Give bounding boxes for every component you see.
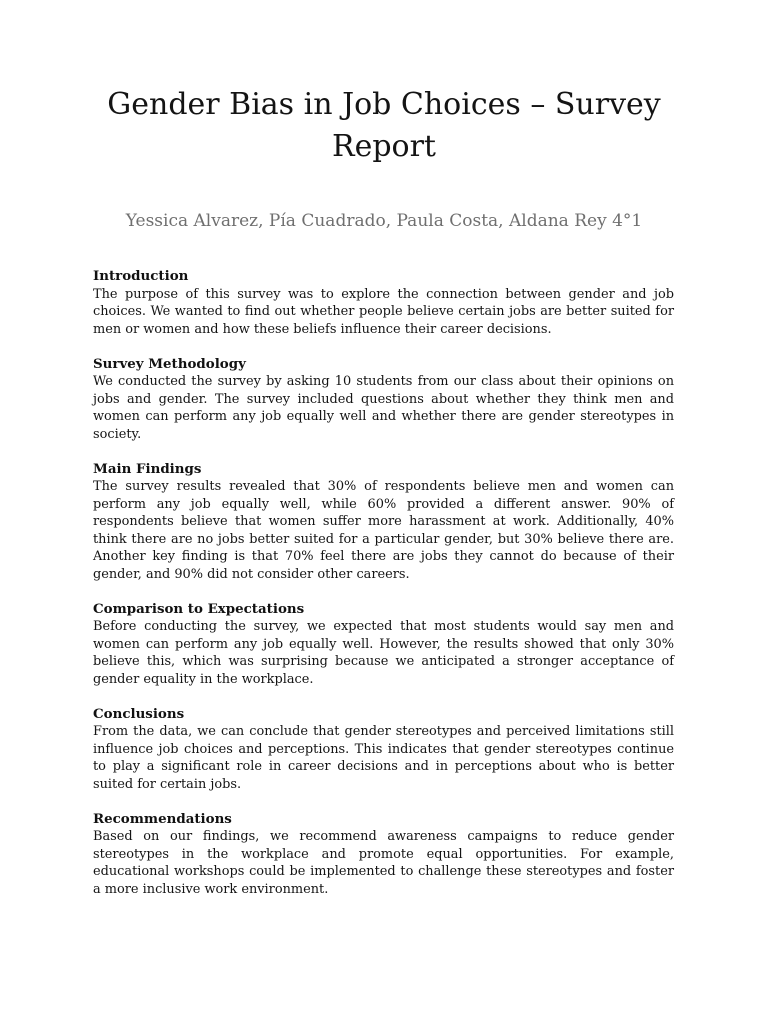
section-heading: Conclusions <box>93 705 185 722</box>
section-paragraph: The survey results revealed that 30% of respondents believe men and women can perform any job equally well, while 60% provided a different answer. 90% of respondents believe that women suffer more harassment at work. Additionally, 40% think there are no jobs better suited for a particular gender, but 30% believe there are. Another key finding is that 70% feel there are jobs they cannot do because of their gender, and 90% did not consider other careers. <box>93 479 674 582</box>
section-survey-methodology <box>93 356 674 444</box>
section-conclusions <box>93 706 674 794</box>
section-paragraph: We conducted the survey by asking 10 students from our class about their opinions on jobs and gender. The survey included questions about whether they think men and women can perform any job equally well and whether there are gender stereotypes in society. <box>93 374 674 442</box>
section-paragraph: The purpose of this survey was to explore the connection between gender and job choices. We wanted to find out whether people believe certain jobs are better suited for men or women and how these beliefs influence their career decisions. <box>93 286 674 337</box>
section-comparison-to-expectations <box>93 601 674 689</box>
section-heading: Survey Methodology <box>93 355 246 372</box>
document-title: Gender Bias in Job Choices – Survey Report <box>107 87 661 164</box>
section-introduction <box>93 268 674 338</box>
section-heading: Comparison to Expectations <box>93 600 305 617</box>
section-paragraph: Based on our findings, we recommend awareness campaigns to reduce gender stereotypes in the workplace and promote equal opportunities. For example, educational workshops could be implemented to challenge these stereotypes and foster a more inclusive work environment. <box>93 829 674 897</box>
document-body <box>93 268 674 916</box>
section-heading: Introduction <box>93 268 189 284</box>
section-main-findings <box>93 461 674 584</box>
section-recommendations <box>93 811 674 899</box>
document-authors: Yessica Alvarez, Pía Cuadrado, Paula Costa, Aldana Rey 4°1 <box>125 211 643 231</box>
section-heading: Recommendations <box>93 810 232 827</box>
section-heading: Main Findings <box>93 460 202 477</box>
section-paragraph: Before conducting the survey, we expected that most students would say men and women can perform any job equally well. However, the results showed that only 30% believe this, which was surprising because we anticipated a stronger acceptance of gender equality in the workplace. <box>93 619 674 687</box>
section-paragraph: From the data, we can conclude that gender stereotypes and perceived limitations still influence job choices and perceptions. This indicates that gender stereotypes continue to play a significant role in career decisions and in perceptions about who is better suited for certain jobs. <box>93 724 674 792</box>
